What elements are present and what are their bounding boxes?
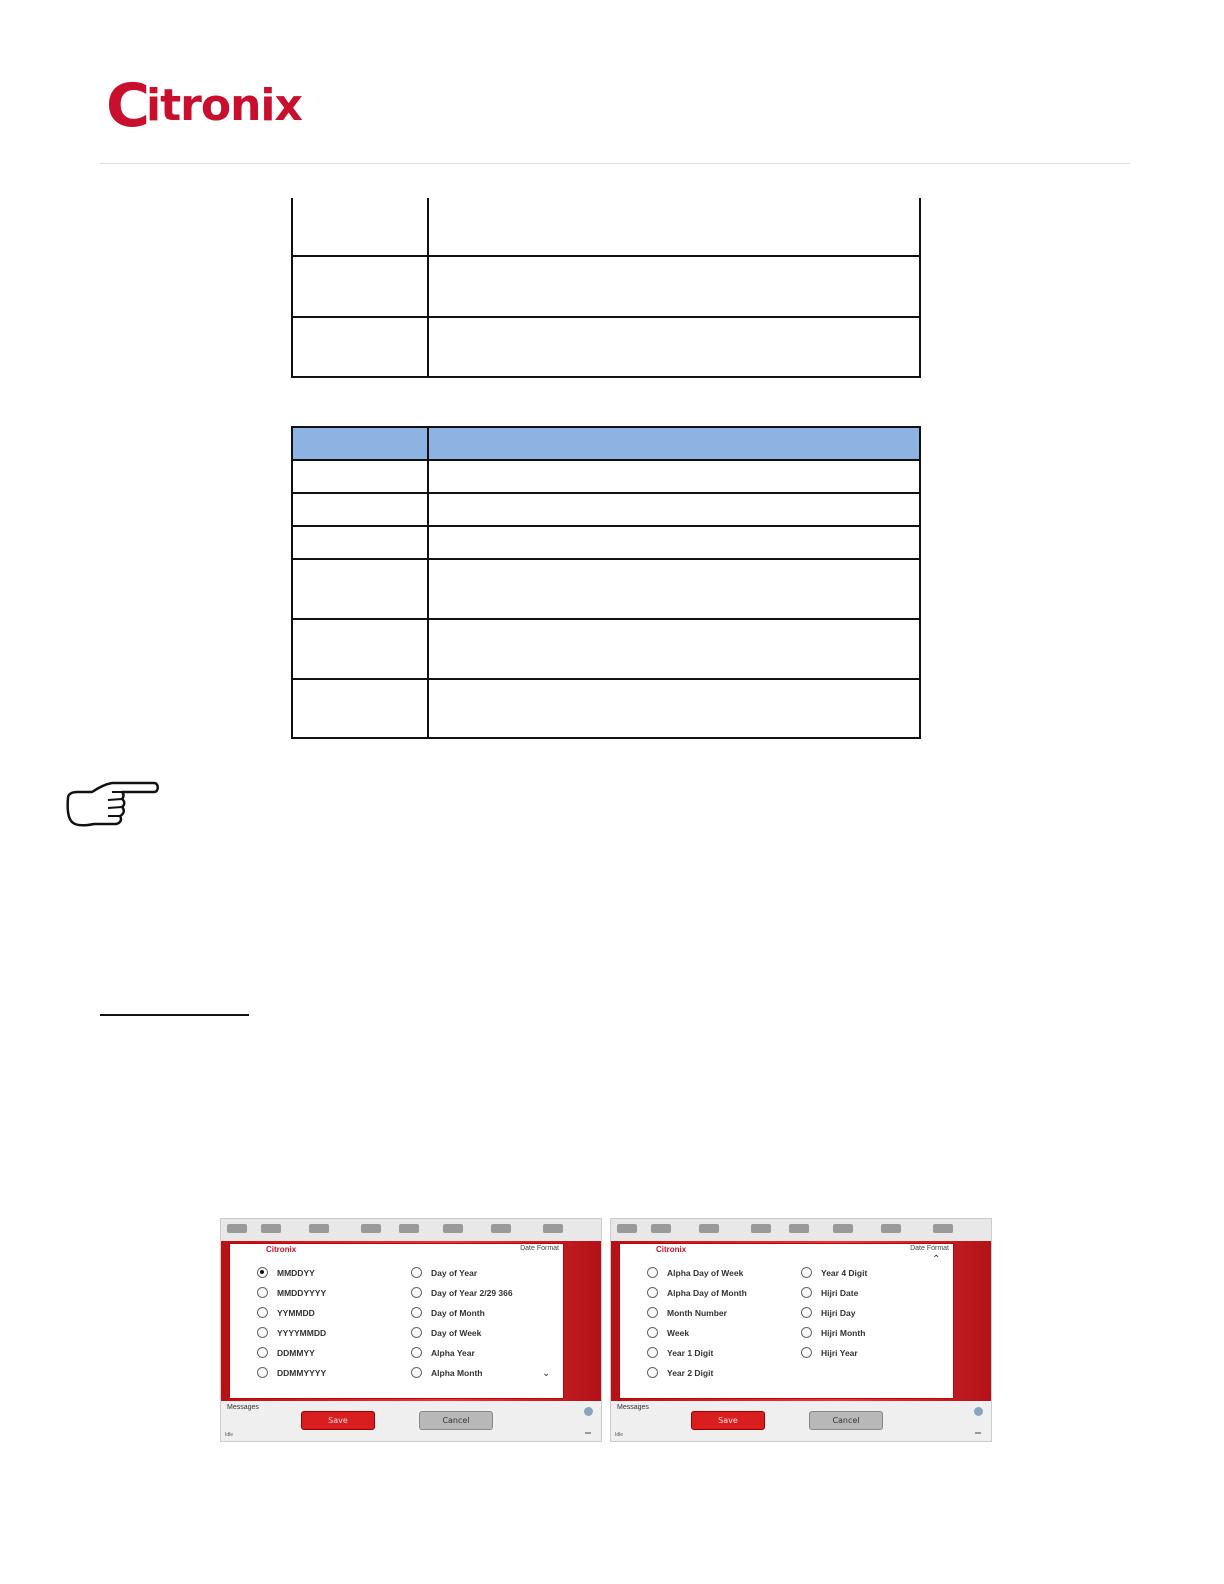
option-hijri-day[interactable]: Hijri Day [801,1307,856,1321]
radio-icon[interactable] [647,1267,658,1278]
section-heading-underline [100,1014,249,1016]
radio-icon[interactable] [411,1327,422,1338]
table-row [292,559,920,619]
status-label: Idle [615,1432,624,1438]
option-day-of-year[interactable]: Day of Year [411,1267,477,1281]
radio-icon[interactable] [801,1327,812,1338]
bottom-bar [611,1401,991,1442]
bottom-bar [221,1401,601,1442]
table-row [292,619,920,679]
radio-icon[interactable] [801,1307,812,1318]
radio-icon[interactable] [257,1287,268,1298]
date-format-screen-1 [220,1218,602,1442]
option-week[interactable]: Week [647,1327,689,1341]
radio-icon[interactable] [411,1287,422,1298]
chevron-down-icon[interactable]: ⌄ [542,1368,551,1379]
save-button[interactable]: Save [301,1411,375,1430]
radio-icon[interactable] [257,1367,268,1378]
panel-brand: Citronix [266,1245,297,1254]
minimize-icon[interactable] [975,1432,981,1434]
table-row [292,526,920,559]
date-format-table [291,426,921,739]
option-day-of-year-366[interactable]: Day of Year 2/29 366 [411,1287,513,1301]
option-yyyymmdd[interactable]: YYYYMMDD [257,1327,326,1341]
option-mmddyyyy[interactable]: MMDDYYYY [257,1287,326,1301]
pointing-hand-icon [64,780,160,830]
cancel-button[interactable]: Cancel [809,1411,883,1430]
option-hijri-year[interactable]: Hijri Year [801,1347,858,1361]
messages-label: Messages [617,1404,649,1411]
table-row [292,256,920,317]
option-hijri-date[interactable]: Hijri Date [801,1287,858,1301]
radio-icon[interactable] [801,1267,812,1278]
format-panel [229,1243,564,1399]
table-row [292,317,920,377]
radio-icon[interactable] [411,1347,422,1358]
status-bar [611,1219,991,1242]
option-hijri-month[interactable]: Hijri Month [801,1327,865,1341]
option-alpha-day-of-week[interactable]: Alpha Day of Week [647,1267,743,1281]
table-row [292,679,920,738]
info-icon[interactable] [584,1407,593,1416]
save-button[interactable]: Save [691,1411,765,1430]
radio-icon[interactable] [257,1307,268,1318]
table-row [292,198,920,256]
table-header-row [292,427,920,460]
table-row [292,493,920,526]
logo-initial: C [106,71,147,141]
panel-title: Date Format [910,1245,949,1252]
table-continued [291,198,921,378]
radio-icon[interactable] [801,1347,812,1358]
radio-icon[interactable] [411,1367,422,1378]
chevron-up-icon[interactable]: ⌃ [932,1254,941,1265]
radio-icon[interactable] [647,1327,658,1338]
logo-rest: itronix [146,80,302,131]
option-mmddyy[interactable]: MMDDYY [257,1267,315,1281]
status-label: Idle [225,1432,234,1438]
format-panel [619,1243,954,1399]
messages-label: Messages [227,1404,259,1411]
option-day-of-week[interactable]: Day of Week [411,1327,481,1341]
option-ddmmyy[interactable]: DDMMYY [257,1347,315,1361]
radio-icon[interactable] [257,1347,268,1358]
citronix-logo [106,71,302,141]
option-yymmdd[interactable]: YYMMDD [257,1307,315,1321]
option-year-4-digit[interactable]: Year 4 Digit [801,1267,867,1281]
option-alpha-day-of-month[interactable]: Alpha Day of Month [647,1287,747,1301]
option-alpha-month[interactable]: Alpha Month [411,1367,482,1381]
radio-icon[interactable] [647,1347,658,1358]
radio-icon[interactable] [647,1367,658,1378]
option-year-1-digit[interactable]: Year 1 Digit [647,1347,713,1361]
table-row [292,460,920,493]
radio-icon[interactable] [801,1287,812,1298]
radio-icon[interactable] [257,1327,268,1338]
info-icon[interactable] [974,1407,983,1416]
option-alpha-year[interactable]: Alpha Year [411,1347,475,1361]
radio-selected-icon[interactable] [257,1267,268,1278]
date-format-screen-2 [610,1218,992,1442]
status-bar [221,1219,601,1242]
option-day-of-month[interactable]: Day of Month [411,1307,485,1321]
panel-brand: Citronix [656,1245,687,1254]
option-month-number[interactable]: Month Number [647,1307,727,1321]
cancel-button[interactable]: Cancel [419,1411,493,1430]
panel-title: Date Format [520,1245,559,1252]
option-ddmmyyyy[interactable]: DDMMYYYY [257,1367,326,1381]
option-year-2-digit[interactable]: Year 2 Digit [647,1367,713,1381]
minimize-icon[interactable] [585,1432,591,1434]
radio-icon[interactable] [647,1307,658,1318]
radio-icon[interactable] [647,1287,658,1298]
header-divider [100,163,1130,164]
radio-icon[interactable] [411,1307,422,1318]
radio-icon[interactable] [411,1267,422,1278]
